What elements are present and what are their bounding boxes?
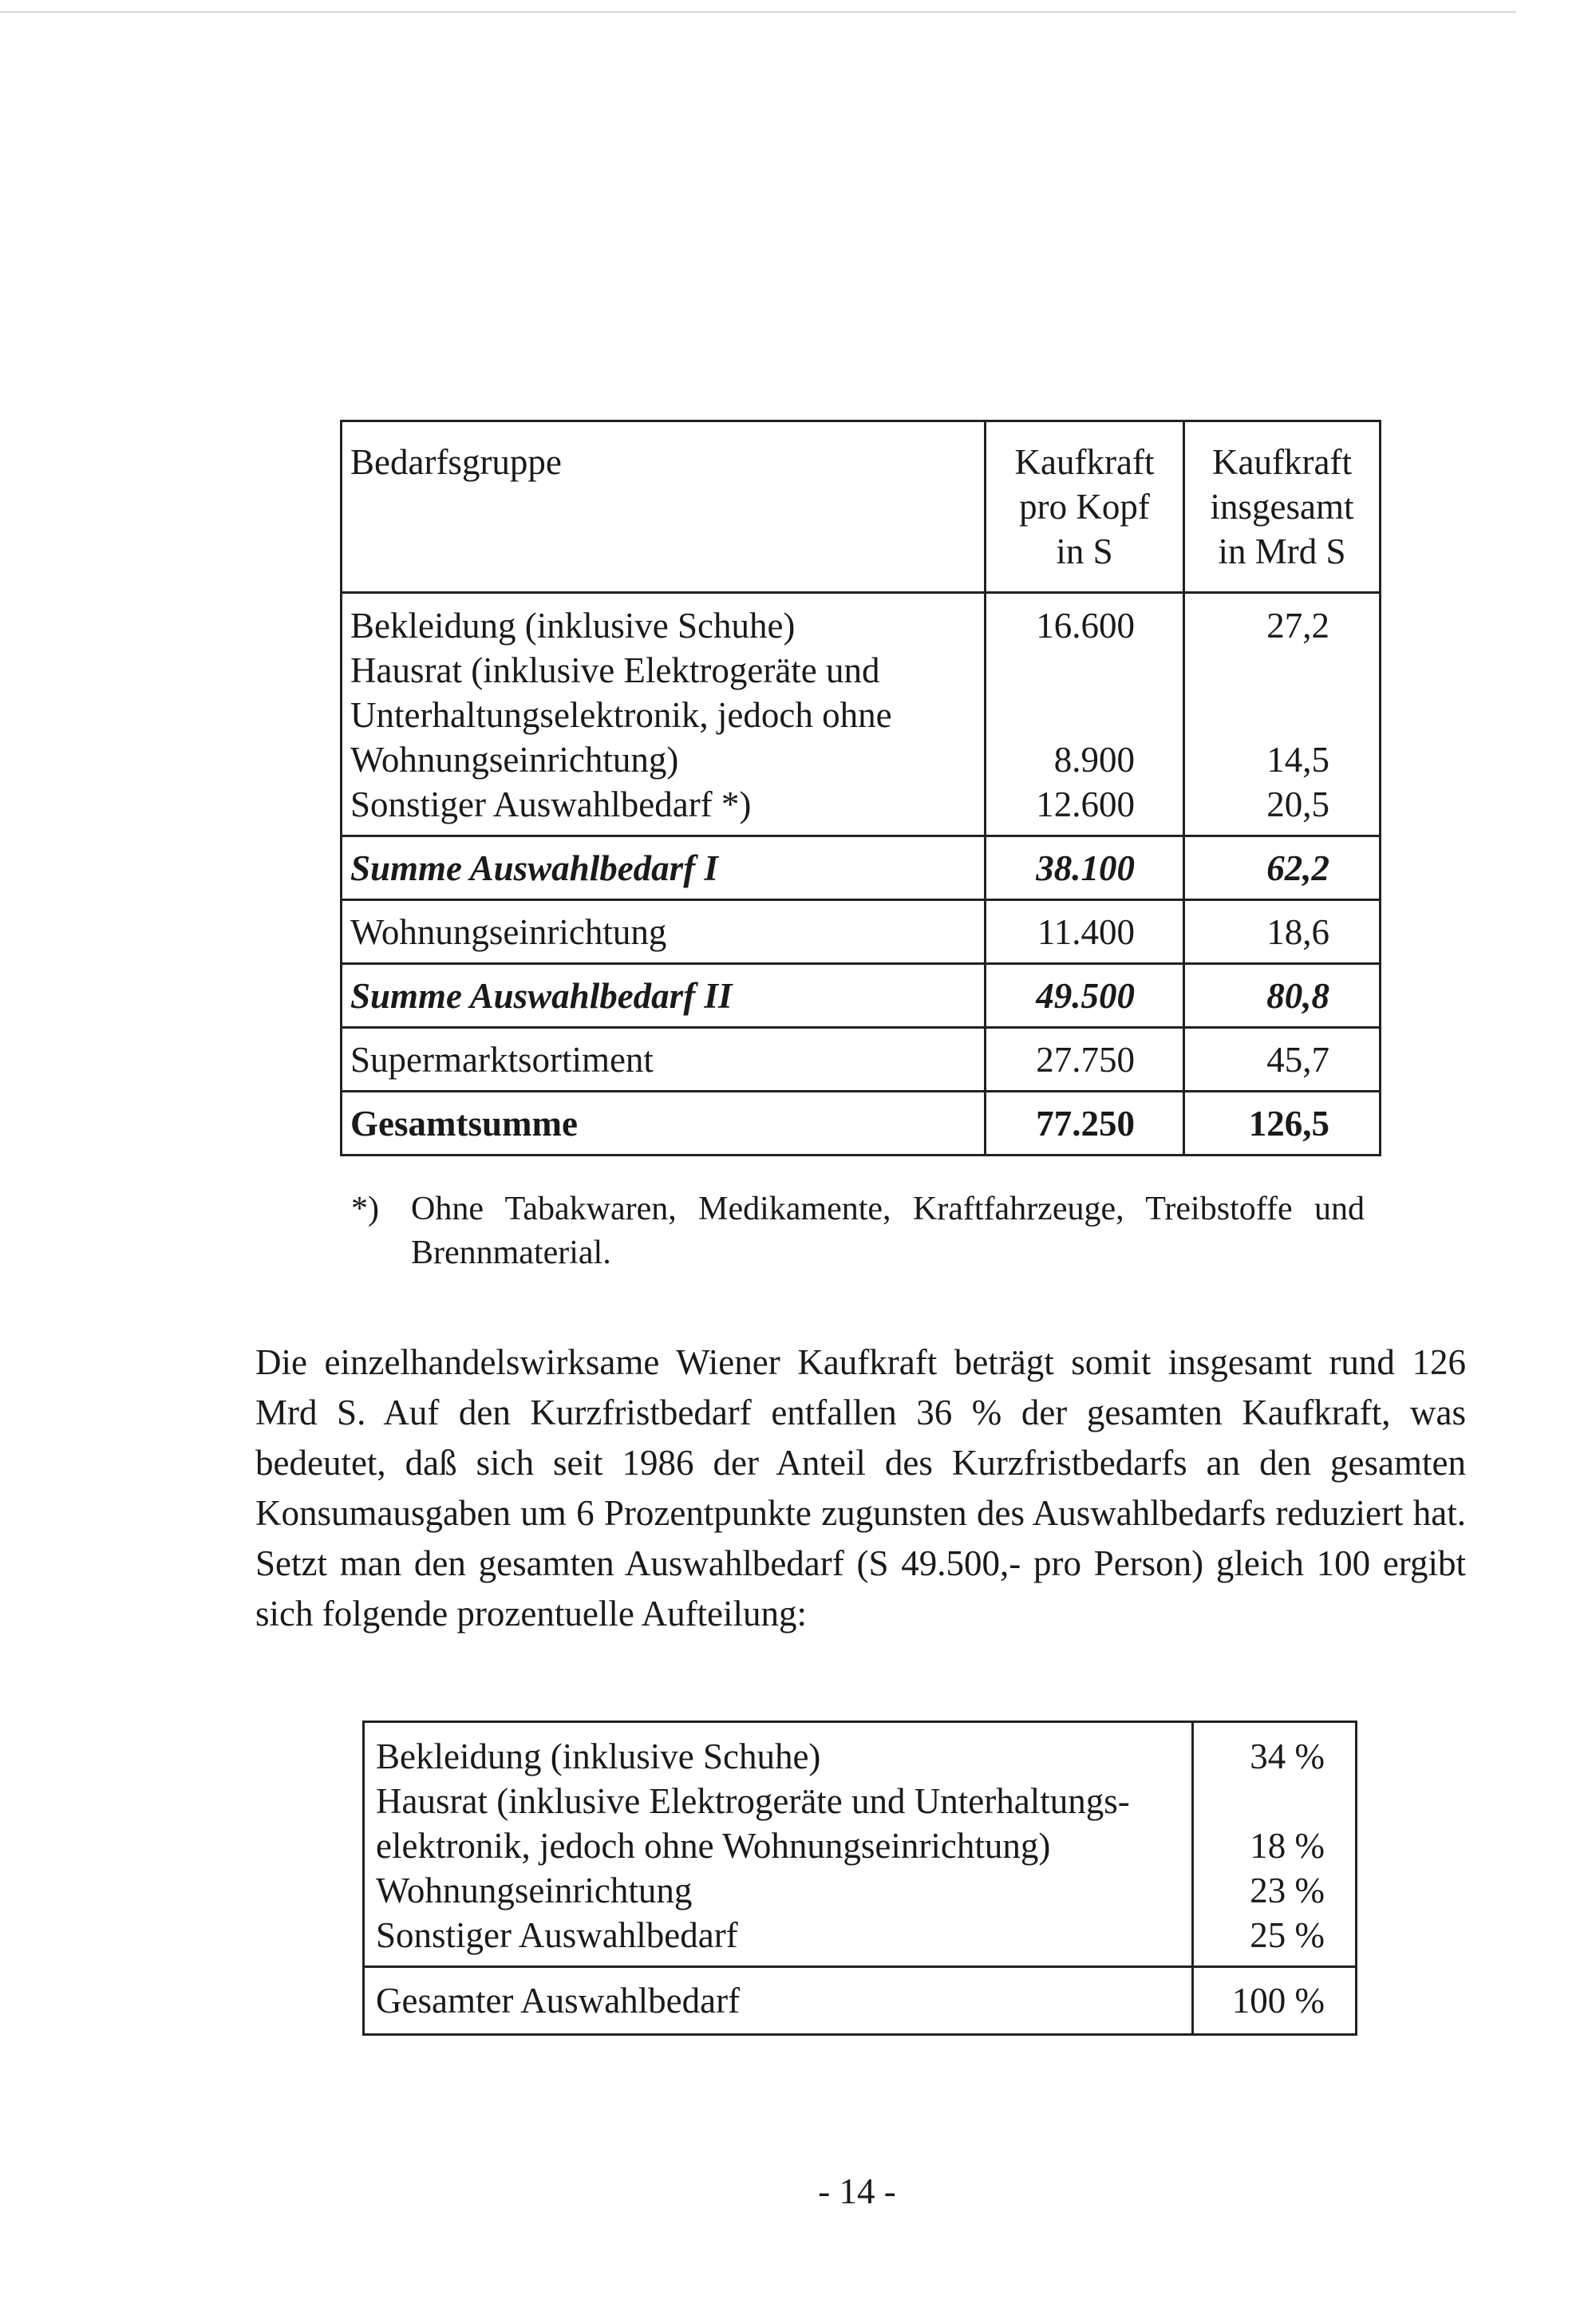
header-line: Kaufkraft	[1014, 442, 1155, 482]
header-group	[342, 421, 986, 593]
cell-value: 126,5	[1184, 1092, 1381, 1156]
cell-value: 77.250	[986, 1092, 1184, 1156]
row-label: Gesamter Auswahlbedarf	[364, 1967, 1193, 2035]
cell-value: 49.500	[986, 964, 1184, 1028]
cell-value: 8.900	[1053, 740, 1135, 780]
group-labels	[364, 1722, 1193, 1967]
cell-value: 14,5	[1266, 740, 1329, 780]
footnote-mark: *)	[351, 1191, 379, 1227]
row-label: elektronik, jedoch ohne Wohnungseinrichtung)	[376, 1826, 1051, 1866]
cell-value: 20,5	[1266, 784, 1329, 824]
row-label: Bekleidung (inklusive Schuhe)	[350, 606, 796, 646]
row-label: Summe Auswahlbedarf I	[342, 836, 986, 900]
table-row-sum-2	[342, 964, 1381, 1028]
table-row-groups	[342, 593, 1381, 836]
percentage-breakdown-table	[362, 1721, 1357, 2036]
row-label: Gesamtsumme	[342, 1092, 986, 1156]
cell-value: 23 %	[1250, 1871, 1325, 1910]
header-line: Kaufkraft	[1212, 442, 1352, 482]
row-label: Wohnungseinrichtung)	[350, 740, 679, 780]
purchasing-power-table	[340, 420, 1381, 1156]
cell-value: 80,8	[1184, 964, 1381, 1028]
header-group-label: Bedarfsgruppe	[350, 442, 562, 482]
header-line: in Mrd S	[1218, 531, 1346, 571]
cell-value: 38.100	[986, 836, 1184, 900]
header-line: in S	[1056, 531, 1113, 571]
table-row-total	[364, 1967, 1357, 2035]
cell-value: 45,7	[1184, 1028, 1381, 1092]
table-row-furnishing	[342, 900, 1381, 964]
cell-value: 62,2	[1184, 836, 1381, 900]
table-header-row	[342, 421, 1381, 593]
cell-value: 18 %	[1250, 1826, 1325, 1866]
cell-value: 34 %	[1250, 1736, 1325, 1776]
row-label: Unterhaltungselektronik, jedoch ohne	[350, 695, 892, 735]
table-row-supermarket	[342, 1028, 1381, 1092]
cell-value: 27.750	[986, 1028, 1184, 1092]
group-labels	[342, 593, 986, 836]
cell-value: 25 %	[1250, 1915, 1325, 1955]
row-label: Hausrat (inklusive Elektrogeräte und Unterhaltungs-	[376, 1781, 1130, 1821]
cell-value: 27,2	[1266, 606, 1329, 646]
row-label: Supermarktsortiment	[342, 1028, 986, 1092]
footnote	[351, 1187, 1365, 1275]
header-total	[1184, 421, 1381, 593]
row-label: Wohnungseinrichtung	[342, 900, 986, 964]
group-values	[1193, 1722, 1357, 1967]
table-row-grand-total	[342, 1092, 1381, 1156]
cell-value: 18,6	[1184, 900, 1381, 964]
page-number: - 14 -	[818, 2171, 896, 2211]
header-per-capita	[986, 421, 1184, 593]
group-per-capita	[986, 593, 1184, 836]
cell-value: 16.600	[1036, 606, 1135, 646]
scan-artifact-line	[0, 11, 1516, 13]
header-line: pro Kopf	[1019, 487, 1150, 527]
body-paragraph: Die einzelhandelswirksame Wiener Kaufkraft beträgt somit insgesamt rund 126 Mrd S. Auf den Kurzfristbedarf entfallen 36 % der gesamten Kaufkraft, was bedeutet, daß sich seit 1986 der Anteil des Kurzfristbedarfs an den gesamten Konsumausgaben um 6 Prozentpunkte zugunsten des Auswahlbedarfs reduziert hat. Setzt man den gesamten Auswahlbedarf (S 49.500,- pro Person) gleich 100 ergibt sich folgende prozentuelle Aufteilung:	[255, 1342, 1466, 1634]
table-row-sum-1	[342, 836, 1381, 900]
row-label: Summe Auswahlbedarf II	[342, 964, 986, 1028]
cell-value: 100 %	[1193, 1967, 1357, 2035]
table-row-groups	[364, 1722, 1357, 1967]
cell-value: 12.600	[1036, 784, 1135, 824]
group-total	[1184, 593, 1381, 836]
row-label: Hausrat (inklusive Elektrogeräte und	[350, 650, 880, 690]
row-label: Sonstiger Auswahlbedarf	[376, 1915, 738, 1955]
row-label: Wohnungseinrichtung	[376, 1871, 693, 1910]
footnote-text: Ohne Tabakwaren, Medikamente, Kraftfahrzeuge, Treibstoffe und Brennmaterial.	[411, 1191, 1365, 1271]
row-label: Bekleidung (inklusive Schuhe)	[376, 1736, 821, 1776]
cell-value: 11.400	[986, 900, 1184, 964]
header-line: insgesamt	[1210, 487, 1354, 527]
row-label: Sonstiger Auswahlbedarf *)	[350, 784, 752, 824]
